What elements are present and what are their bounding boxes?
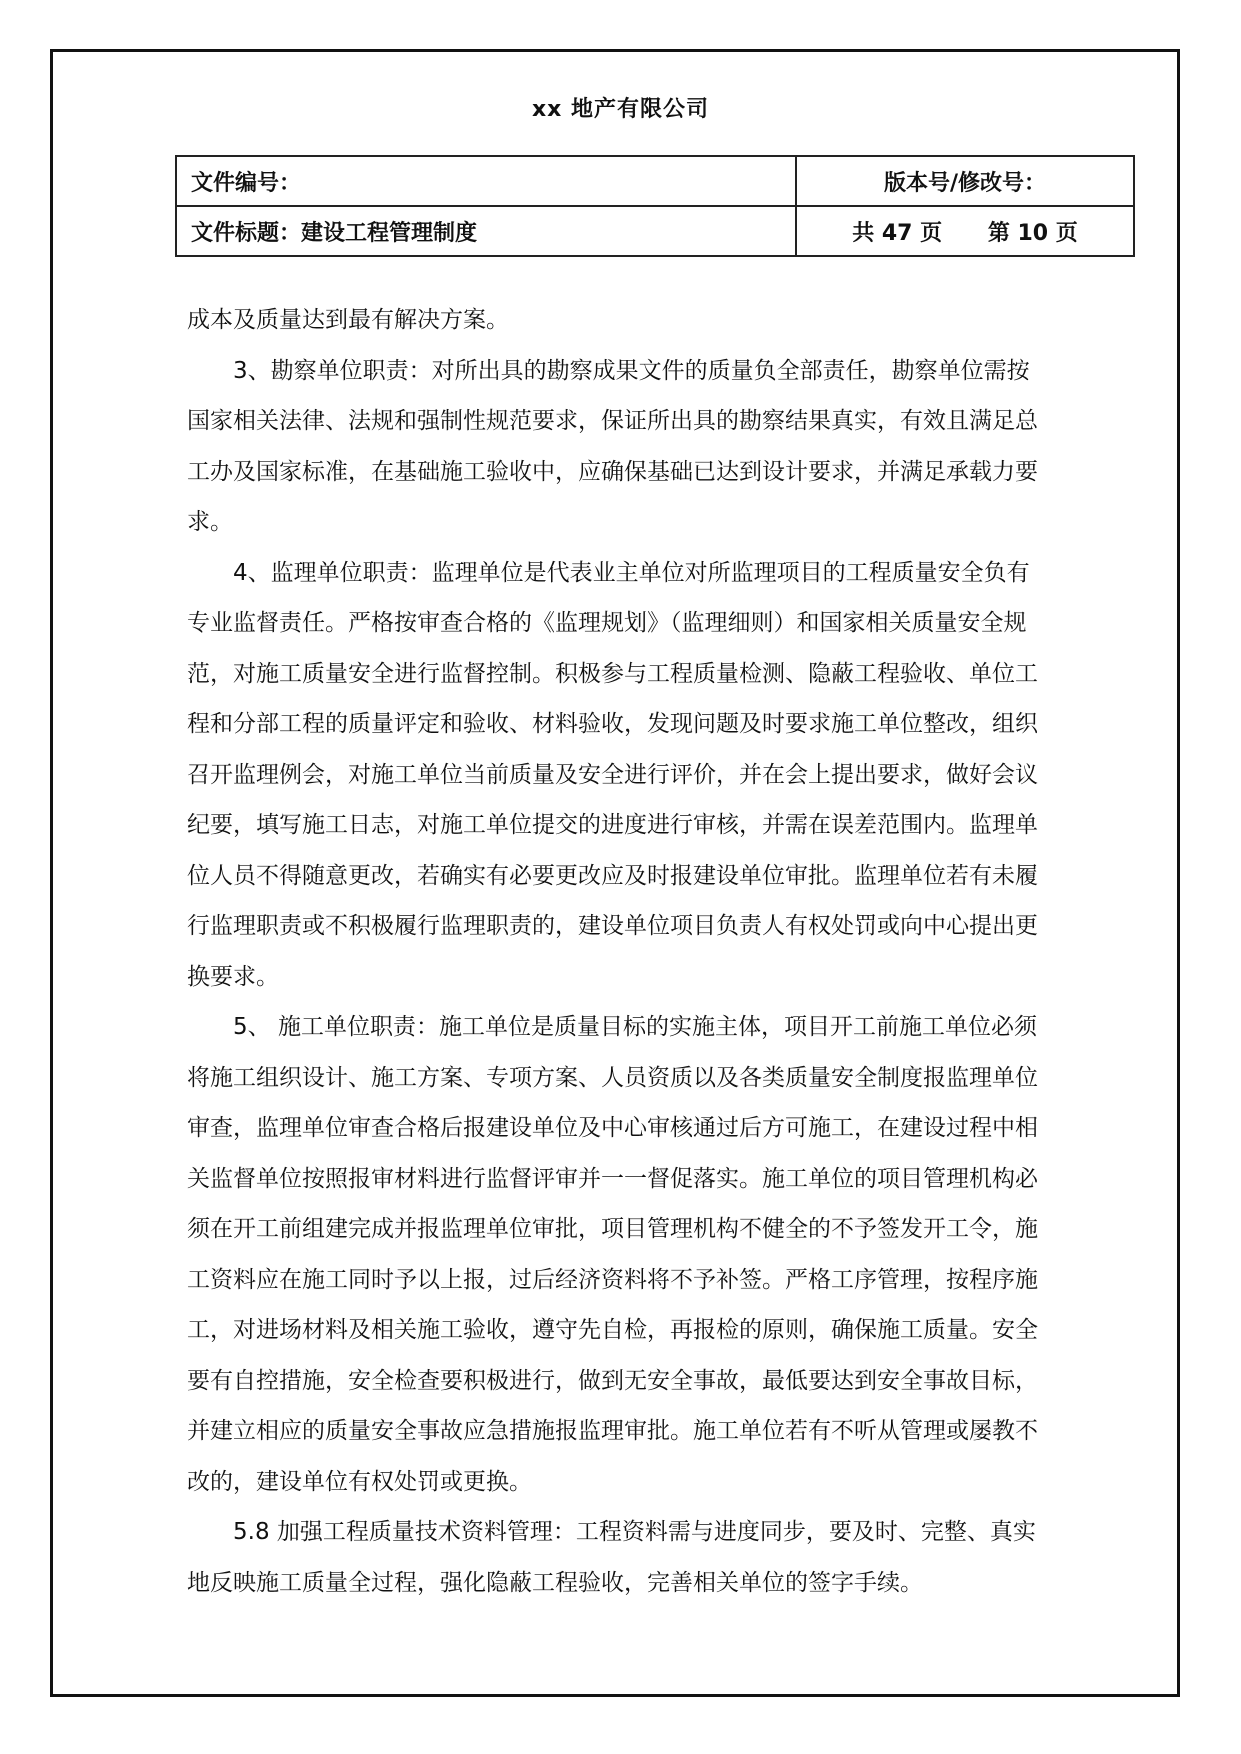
document-body xyxy=(187,295,1047,1608)
file-number-label: 文件编号： xyxy=(176,156,796,206)
page-count-cell xyxy=(796,206,1134,256)
document-header-table xyxy=(175,155,1135,257)
current-page: 第 10 页 xyxy=(987,220,1078,246)
paragraph-technical-data: 5.8 加强工程质量技术资料管理：工程资料需与进度同步，要及时、完整、真实地反映施工质量全过程，强化隐蔽工程验收，完善相关单位的签字手续。 xyxy=(187,1519,1036,1596)
version-label: 版本号/修改号： xyxy=(796,156,1134,206)
total-pages: 共 47 页 xyxy=(852,220,943,246)
header-row-2 xyxy=(176,206,1134,256)
file-title: 文件标题：建设工程管理制度 xyxy=(176,206,796,256)
paragraph-continuation: 成本及质量达到最有解决方案。 xyxy=(187,307,509,333)
header-row-1 xyxy=(176,156,1134,206)
paragraph-survey-unit: 3、勘察单位职责：对所出具的勘察成果文件的质量负全部责任，勘察单位需按国家相关法律、法规和强制性规范要求，保证所出具的勘察结果真实，有效且满足总工办及国家标准，在基础施工验收中，应确保基础已达到设计要求，并满足承载力要求。 xyxy=(187,357,1038,535)
paragraph-supervision-unit: 4、监理单位职责：监理单位是代表业主单位对所监理项目的工程质量安全负有专业监督责任。严格按审查合格的《监理规划》（监理细则）和国家相关质量安全规范，对施工质量安全进行监督控制。积极参与工程质量检测、隐蔽工程验收、单位工程和分部工程的质量评定和验收、材料验收，发现问题及时要求施工单位整改，组织召开监理例会，对施工单位当前质量及安全进行评价，并在会上提出要求，做好会议纪要，填写施工日志，对施工单位提交的进度进行审核，并需在误差范围内。监理单位人员不得随意更改，若确实有必要更改应及时报建设单位审批。监理单位若有未履行监理职责或不积极履行监理职责的，建设单位项目负责人有权处罚或向中心提出更换要求。 xyxy=(187,559,1038,990)
paragraph-construction-unit: 5、 施工单位职责：施工单位是质量目标的实施主体，项目开工前施工单位必须将施工组织设计、施工方案、专项方案、人员资质以及各类质量安全制度报监理单位审查，监理单位审查合格后报建设单位及中心审核通过后方可施工，在建设过程中相关监督单位按照报审材料进行监督评审并一一督促落实。施工单位的项目管理机构必须在开工前组建完成并报监理单位审批，项目管理机构不健全的不予签发开工令，施工资料应在施工同时予以上报，过后经济资料将不予补签。严格工序管理，按程序施工，对进场材料及相关施工验收，遵守先自检，再报检的原则，确保施工质量。安全要有自控措施，安全检查要积极进行，做到无安全事故，最低要达到安全事故目标，并建立相应的质量安全事故应急措施报监理审批。施工单位若有不听从管理或屡教不改的，建设单位有权处罚或更换。 xyxy=(187,1014,1038,1495)
company-name: xx 地产有限公司 xyxy=(531,97,710,122)
